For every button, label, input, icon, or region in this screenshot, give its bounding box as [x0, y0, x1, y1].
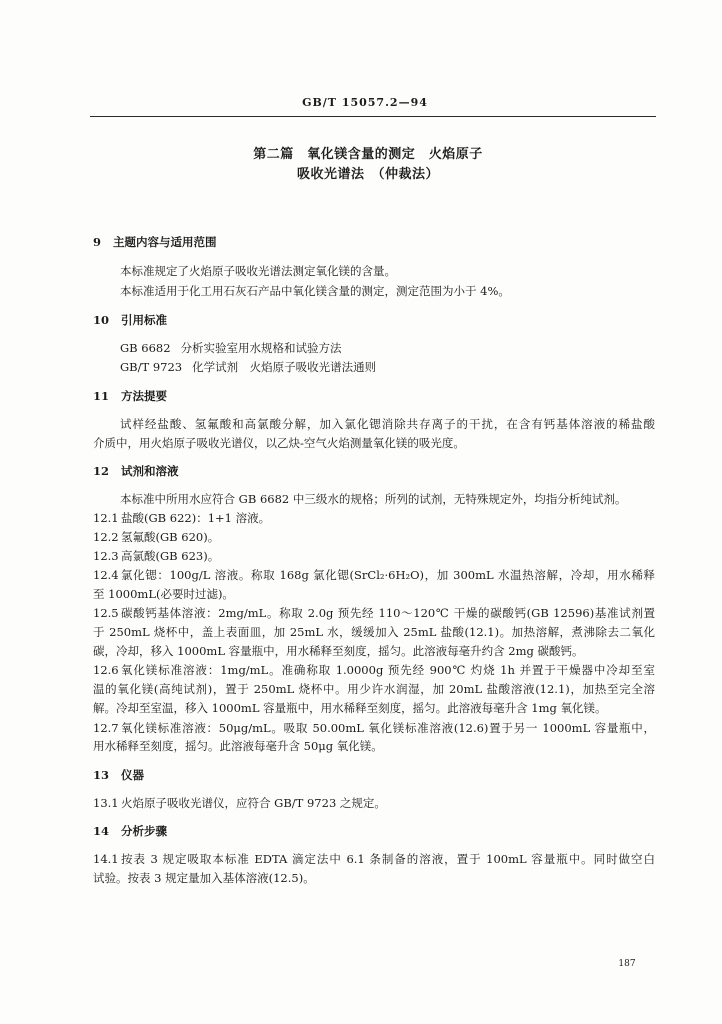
section-number: 10: [93, 313, 110, 327]
clause-12-6: [93, 663, 655, 677]
clause-number: 12.1: [93, 511, 119, 525]
clause-number: 12.4: [93, 568, 119, 582]
title-line-2: 吸收光谱法 （仲裁法）: [296, 167, 439, 182]
reference-title: 分析实验室用水规格和试验方法: [180, 341, 342, 355]
clause-number: 12.6: [93, 663, 119, 677]
section-number: 12: [93, 464, 110, 478]
section-title: 试剂和溶液: [121, 464, 179, 478]
clause-text: 按表 3 规定吸取本标准 EDTA 滴定法中 6.1 条制备的溶液，置于 100mL 容量瓶中。同时做空白: [121, 852, 655, 866]
clause-text: 盐酸(GB 622)：1+1 溶液。: [121, 511, 271, 525]
section-title: 方法提要: [121, 389, 168, 403]
body-line: 本标准中所用水应符合 GB 6682 中三级水的规格；所列的试剂，无特殊规定外，均指分析纯试剂。: [120, 492, 627, 506]
clause-number: 12.5: [93, 606, 119, 620]
clause-12-5: [93, 606, 655, 620]
clause-number: 12.3: [93, 549, 119, 563]
clause-12-4: [93, 568, 655, 582]
reference-item: [120, 341, 342, 355]
clause-number: 12.7: [93, 721, 119, 735]
section-13-heading: [93, 768, 144, 782]
clause-14-1: [93, 852, 655, 866]
clause-text: 高氯酸(GB 623)。: [121, 549, 220, 563]
section-title: 分析步骤: [121, 824, 168, 838]
clause-text: 火焰原子吸收光谱仪，应符合 GB/T 9723 之规定。: [121, 796, 386, 810]
reference-item: [120, 360, 376, 374]
section-title: 主题内容与适用范围: [113, 235, 217, 249]
clause-12-1: [93, 511, 655, 525]
section-14-heading: [93, 824, 167, 838]
clause-text: 氢氟酸(GB 620)。: [121, 530, 220, 544]
clause-number: 14.1: [93, 852, 119, 866]
clause-continuation-line: 温的氧化镁(高纯试剂)，置于 250mL 烧杯中。用少许水润湿，加 20mL 盐酸溶液(12.1)，加热至完全溶: [93, 682, 655, 696]
reference-title: 化学试剂 火焰原子吸收光谱法通则: [192, 360, 377, 374]
section-title: 仪器: [121, 768, 145, 782]
body-line: 本标准规定了火焰原子吸收光谱法测定氧化镁的含量。: [120, 264, 396, 278]
header-rule: [90, 116, 656, 117]
reference-code: GB 6682: [120, 341, 171, 355]
clause-continuation-line: 碳，冷却，移入 1000mL 容量瓶中，用水稀释至刻度，摇匀。此溶液每毫升约含 2mg 碳酸钙。: [93, 644, 584, 658]
section-10-heading: [93, 313, 167, 327]
clause-12-3: [93, 549, 655, 563]
section-11-heading: [93, 389, 167, 403]
section-number: 9: [93, 235, 102, 249]
clause-continuation-line: 至 1000mL(必要时过滤)。: [93, 587, 234, 601]
title-line-1: 第二篇 氧化镁含量的测定 火焰原子: [253, 147, 483, 162]
clause-12-2: [93, 530, 655, 544]
page-number: 187: [618, 959, 636, 969]
section-9-heading: [93, 235, 217, 249]
clause-text: 氯化锶：100g/L 溶液。称取 168g 氯化锶(SrCl₂·6H₂O)，加 300mL 水温热溶解，冷却，用水稀释: [121, 568, 655, 582]
clause-text: 氧化镁标准溶液：50μg/mL。吸取 50.00mL 氧化镁标准溶液(12.6)置于另一 1000mL 容量瓶中，: [121, 721, 655, 735]
clause-continuation-line: 解。冷却至室温，移入 1000mL 容量瓶中，用水稀释至刻度，摇匀。此溶液每毫升含 1mg 氧化镁。: [93, 701, 607, 715]
section-title: 引用标准: [121, 313, 168, 327]
standard-code-header: GB/T 15057.2—94: [302, 96, 428, 109]
clause-12-7: [93, 721, 655, 735]
clause-number: 13.1: [93, 796, 119, 810]
clause-text: 碳酸钙基体溶液：2mg/mL。称取 2.0g 预先经 110～120℃ 干燥的碳酸钙(GB 12596)基准试剂置: [121, 606, 655, 620]
section-number: 13: [93, 768, 110, 782]
clause-number: 12.2: [93, 530, 119, 544]
clause-continuation-line: 于 250mL 烧杯中，盖上表面皿，加 25mL 水，缓缓加入 25mL 盐酸(12.1)。加热溶解，煮沸除去二氧化: [93, 625, 655, 639]
clause-continuation-line: 试验。按表 3 规定量加入基体溶液(12.5)。: [93, 871, 315, 885]
clause-text: 氧化镁标准溶液：1mg/mL。准确称取 1.0000g 预先经 900℃ 灼烧 1h 并置于干燥器中冷却至室: [121, 663, 655, 677]
section-number: 11: [93, 389, 110, 403]
clause-continuation-line: 用水稀释至刻度，摇匀。此溶液每毫升含 50μg 氧化镁。: [93, 739, 383, 753]
reference-code: GB/T 9723: [120, 360, 183, 374]
body-line: 试样经盐酸、氢氟酸和高氯酸分解，加入氯化锶消除共存离子的干扰，在含有钙基体溶液的稀盐酸: [120, 417, 655, 431]
body-line: 本标准适用于化工用石灰石产品中氧化镁含量的测定，测定范围为小于 4%。: [120, 284, 510, 298]
section-12-heading: [93, 464, 179, 478]
clause-13-1: [93, 796, 655, 810]
body-line: 介质中，用火焰原子吸收光谱仪，以乙炔-空气火焰测量氧化镁的吸光度。: [93, 436, 465, 450]
section-number: 14: [93, 824, 110, 838]
